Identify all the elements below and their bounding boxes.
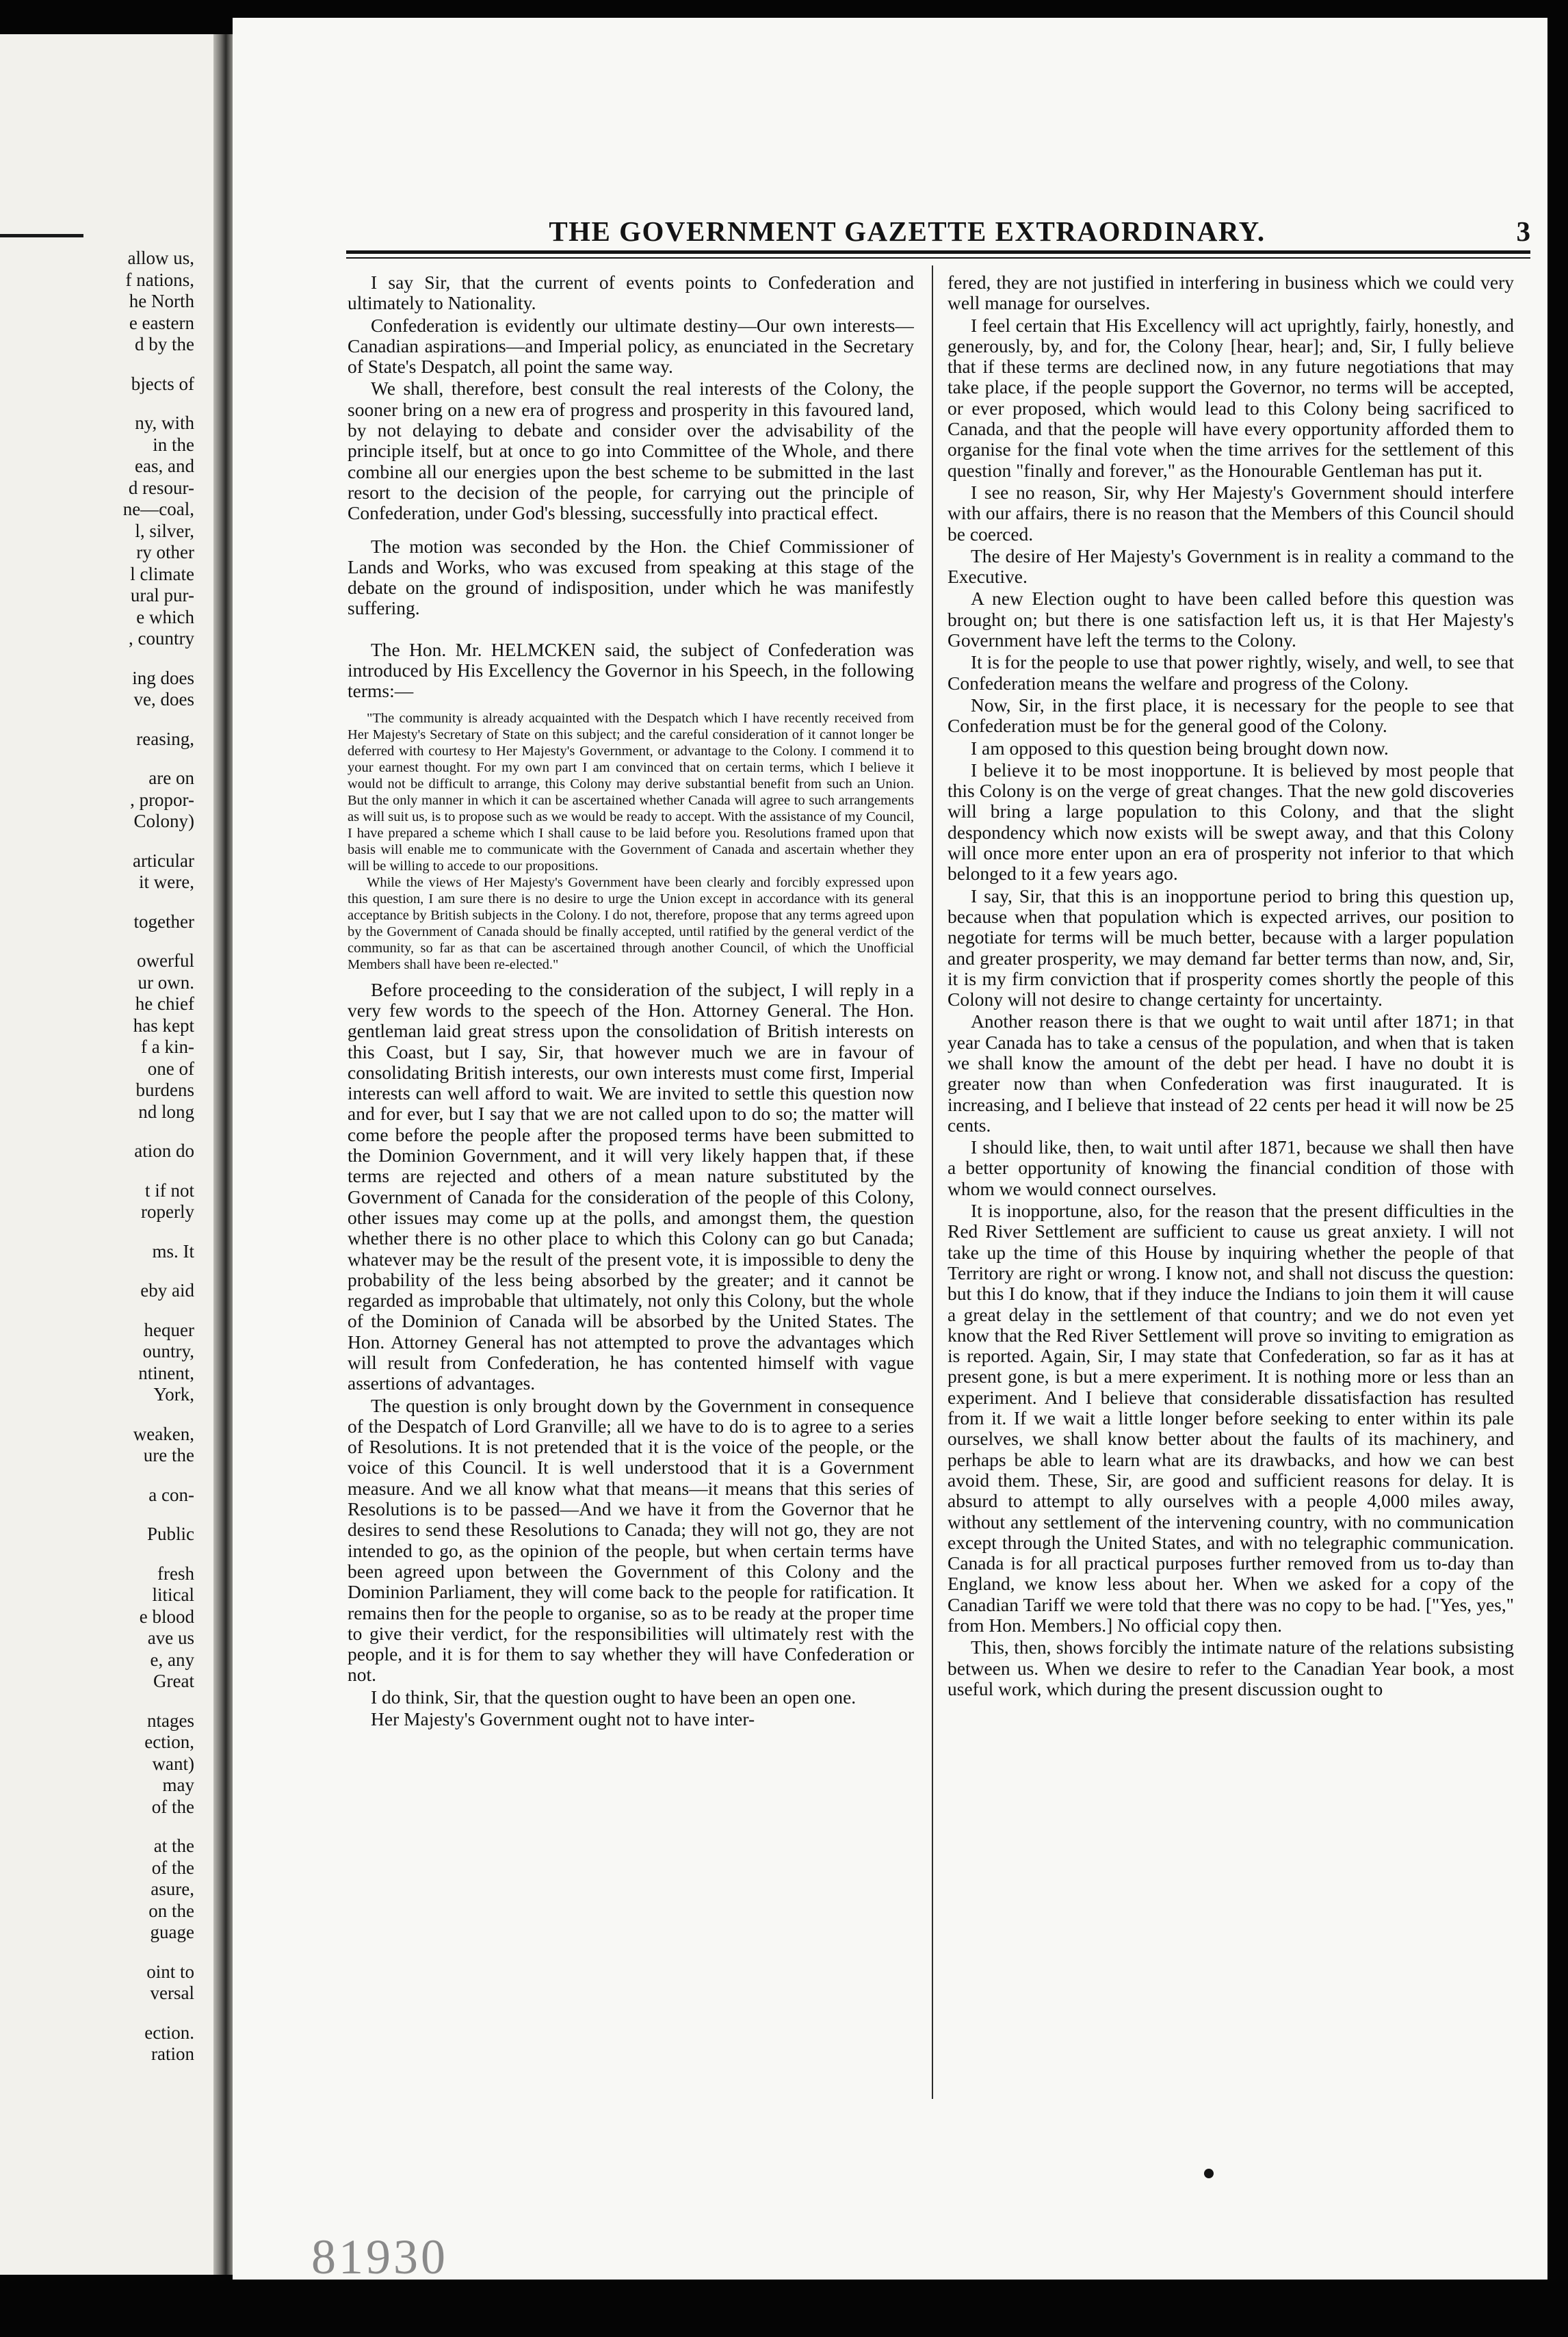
previous-page-line: [0, 1545, 194, 1563]
previous-page-line: weaken,: [133, 1423, 194, 1444]
previous-page-line: ountry,: [142, 1341, 194, 1361]
previous-page-line: ave us: [147, 1628, 194, 1648]
previous-page-line: [0, 395, 194, 413]
previous-page-line: [0, 932, 194, 950]
previous-page-line: in the: [153, 434, 194, 455]
previous-page-line: ve, does: [133, 689, 194, 709]
previous-page-line: want): [152, 1753, 194, 1774]
previous-page-line: d resour-: [128, 477, 194, 498]
previous-page-line: burdens: [135, 1080, 194, 1100]
previous-page-line: e blood: [139, 1606, 194, 1627]
paragraph: Her Majesty's Government ought not to have inter-: [371, 1708, 755, 1730]
previous-page-line: [0, 356, 194, 374]
previous-page: [0, 34, 213, 2275]
previous-page-line: he North: [129, 291, 194, 311]
previous-page-line: ation do: [134, 1140, 194, 1161]
previous-page-line: roperly: [141, 1201, 194, 1222]
quote-paragraph: "The community is already acquainted with the Despatch which I have recently received from Her Majesty's Secretary of State on this subject; and the careful consideration of it cannot longer be deferred with courtesy to Her Majesty's Government, or advantage to the Colony. I commend it to your earnest thought. For my own part I am convinced that on certain terms, which I believe it would not be difficult to arrange, this Colony may derive substantial benefit from such an Union. But the only manner in which it can be ascertained whether Canada will agree to such arrangements as will suit us, is to propose such as we would be ready to accept. With the assistance of my Council, I have prepared a scheme which I shall cause to be laid before you. Resolutions framed upon that basis will enable me to communicate with the Government of Canada and ascertain whether they will be willing to accede to our propositions.: [348, 710, 914, 874]
paragraph: I should like, then, to wait until after 1871, because we shall then have a better opportunity of knowing the financial condition of those with whom we would connect ourselves.: [948, 1136, 1514, 1199]
previous-page-line: ur own.: [138, 971, 194, 993]
column-divider: [932, 265, 933, 2099]
previous-page-line: may: [162, 1775, 194, 1795]
paragraph: Before proceeding to the consideration of the subject, I will reply in a very few words to the speech of the Hon. Attorney General. The Hon. gentleman laid great stress upon the consolidation of British interests on this Coast, but I say, Sir, that however much we are in favour of consolidating British interests, our own interests must come first, Imperial interests can well afford to wait. We are invited to settle this question now and for ever, but I say that we are not called upon to do so; the matter will come before the people after the proposed terms have been submitted to the Dominion Government, and it will very likely happen that, if these terms are rejected and others of a mean nature substituted by the Government of Canada for the consideration of the people of this Colony, other issues may come up at the polls, and amongst them, the question whether there is no other place to which this Colony can go but Canada; whatever may be the result of the present vote, it is impossible to deny the probability of the less being absorbed by the greater; and it cannot be regarded as improbable that ultimately, not only this Colony, but the whole of the Dominion of Canada will be absorbed by the United States. The Hon. Attorney General has not attempted to prove the advantages which will result from Confederation, he has contented himself with vague assertions of advantages.: [348, 978, 914, 1394]
previous-page-line: [0, 1818, 194, 1836]
previous-page-line: reasing,: [136, 728, 194, 749]
previous-page-line: [0, 1262, 194, 1280]
gazette-title: THE GOVERNMENT GAZETTE EXTRAORDINARY.: [549, 216, 1266, 247]
paragraph: The motion was seconded by the Hon. the Chief Commissioner of Lands and Works, who was excused from speaking at this stage of the debate on the ground of indisposition, under which he was manifestly suffering.: [348, 535, 914, 619]
previous-page-line: [0, 1467, 194, 1485]
paragraph: It is for the people to use that power rightly, wisely, and well, to see that Confederation means the welfare and progress of the Colony.: [948, 651, 1514, 694]
previous-page-line: ntinent,: [138, 1362, 194, 1383]
previous-page-line: versal: [150, 1983, 194, 2003]
previous-page-text-fragment: [0, 248, 194, 2065]
previous-page-line: eby aid: [140, 1280, 194, 1301]
previous-page-line: bjects of: [131, 373, 194, 394]
previous-page-line: Colony): [133, 811, 194, 831]
previous-page-line: hequer: [144, 1319, 194, 1340]
paragraph: It is inopportune, also, for the reason that the present difficulties in the Red River Settlement are sufficient to cause us great anxiety. I will not take up the time of this House by inquiring whether the people of that Territory are right or wrong. I know not, and shall not discuss the question: but this I do know, that if they induce the Indians to join them it will cause a great delay in the settlement of that country; and we do not even yet know that the Red River Settlement will prove so inviting to emigration as is reported. Again, Sir, I may state that Confederation, so far as it has at present gone, is but a mere experiment. It is nothing more or less than an experiment. And I believe that considerable dissatisfaction has resulted from it. If we wait a little longer before seeking to enter within its pale ourselves, we shall know better about the faults of its machinery, and perhaps be able to learn what are its drawbacks, and how we can best avoid them. These, Sir, are good and sufficient reasons for delay. It is absurd to attempt to ally ourselves with a people 4,000 miles away, without any settlement of the intervening country, with no communication except through the United States, and with no telegraphic communication. Canada is for all practical purposes further removed from us to-day than England, we know less about her. When we asked for a copy of the Canadian Tariff we were told that there was no copy to be had. ["Yes, yes," from Hon. Members.] No official copy then.: [948, 1200, 1514, 1636]
previous-page-line: of the: [151, 1857, 194, 1878]
previous-page-line: [0, 1506, 194, 1524]
paragraph: I see no reason, Sir, why Her Majesty's Government should interfere with our affairs, there is no reason that the Members of this Council should be coerced.: [948, 481, 1514, 545]
previous-page-line: ection,: [144, 1732, 194, 1752]
previous-page-line: [0, 1693, 194, 1710]
previous-page-rule: [0, 234, 83, 237]
previous-page-line: , propor-: [130, 789, 194, 810]
previous-page-line: owerful: [137, 950, 194, 971]
previous-page-line: [0, 1123, 194, 1140]
previous-page-line: e which: [136, 606, 194, 627]
previous-page-line: l, silver,: [135, 520, 194, 541]
previous-page-line: ms. It: [152, 1240, 194, 1262]
paragraph: The question is only brought down by the Government in consequence of the Despatch of Lord Granville; all we have to do is to agree to a series of Resolutions. It is not pretended that it is the voice of the people, or the voice of this Council. It is well understood that it is a Government measure. And we all know what that means—it means that this series of Resolutions is to be passed—And we have it from the Governor that he desires to send these Resolutions to Canada; they will not go, they are not intended to go, as the opinion of the people, but when certain terms have been agreed upon between the Government of this Colony and the Dominion Parliament, they will come back to the people for ratification. It remains then for the people to organise, so as to be ready at the proper time to give their verdict, for the responsibilities will ultimately rest with the people, and it is for them to say whether they will have Confederation or not.: [348, 1394, 914, 1686]
paragraph: This, then, shows forcibly the intimate nature of the relations subsisting between us. When we desire to refer to the Canadian Year book, a most useful work, which during the present discussion ought to: [948, 1636, 1514, 1699]
ink-dot: [1204, 2169, 1214, 2178]
previous-page-line: allow us,: [127, 248, 194, 268]
paragraph: A new Election ought to have been called before this question was brought on; but there is one satisfaction left us, it is that Her Majesty's Government have left the terms to the Colony.: [948, 588, 1514, 651]
previous-page-line: articular: [133, 850, 194, 871]
right-column: [948, 272, 1514, 2106]
previous-page-line: ration: [151, 2044, 194, 2064]
previous-page-line: t if not: [145, 1179, 194, 1201]
previous-page-line: f nations,: [125, 269, 194, 290]
previous-page-line: ure the: [143, 1445, 194, 1465]
previous-page-line: Public: [146, 1524, 194, 1544]
paragraph: I do think, Sir, that the question ought to have been an open one.: [371, 1686, 857, 1708]
previous-page-line: on the: [148, 1900, 194, 1921]
previous-page-line: oint to: [146, 1961, 194, 1982]
previous-page-line: [0, 1944, 194, 1961]
paragraph: Now, Sir, in the first place, it is necessary for the people to see that Confederation must be for the general good of the Colony.: [948, 694, 1514, 737]
previous-page-line: [0, 650, 194, 668]
governor-speech-quote: [348, 710, 914, 973]
previous-page-line: [0, 833, 194, 850]
paragraph: I believe it to be most inopportune. It is believed by most people that this Colony is on the verge of great changes. That the new gold discoveries will bring a large population to this Colony, and that the slight despondency which now exists will be swept away, and that this Colony will once more enter upon an era of prosperity not inferior to that which belonged to it a few years ago.: [948, 759, 1514, 885]
paragraph: I say Sir, that the current of events points to Confederation and ultimately to Nationality.: [348, 272, 914, 314]
page-number: 3: [1516, 216, 1530, 247]
previous-page-line: York,: [153, 1384, 194, 1405]
previous-page-line: guage: [150, 1922, 194, 1942]
previous-page-line: fresh: [157, 1563, 194, 1584]
book-gutter: [213, 34, 233, 2275]
previous-page-line: d by the: [135, 334, 194, 354]
previous-page-line: one of: [147, 1058, 194, 1079]
previous-page-line: ny, with: [135, 413, 194, 433]
paragraph: Another reason there is that we ought to wait until after 1871; in that year Canada has to take a census of the population, and when that is taken we shall know the amount of the debt per head. I have no doubt it is greater now than when Confederation was first inaugurated. It is increasing, and I believe that instead of 22 cents per head it will now be 25 cents.: [948, 1010, 1514, 1136]
paragraph: We shall, therefore, best consult the real interests of the Colony, the sooner bring on a new era of progress and prosperity in this favoured land, by not delaying to debate and consider over the advisability of the principle itself, but at once to go into Committee of the Whole, and there combine all our energies upon the best scheme to be submitted in the last resort to the decision of the people, for carrying out the principle of Confederation, under God's blessing, successfully into practical effect.: [348, 378, 914, 524]
previous-page-line: [0, 1223, 194, 1241]
previous-page-line: has kept: [133, 1015, 194, 1036]
previous-page-line: [0, 1162, 194, 1180]
header-rule-thin: [346, 257, 1530, 259]
paragraph: Confederation is evidently our ultimate destiny—Our own interests—Canadian aspirations—and Imperial policy, as enunciated in the Secretary of State's Despatch, all point the same way.: [348, 314, 914, 378]
previous-page-line: nd long: [138, 1101, 194, 1122]
previous-page-line: l climate: [130, 563, 194, 584]
paragraph: I say, Sir, that this is an inopportune period to bring this question up, because when that population which is expected arrives, our position to negotiate for terms will be much better, because with a larger population and greater prosperity, we may demand far better terms than now, and, Sir, it is my firm conviction that if prosperity comes shortly the people of this Colony will not desire to change certainty for uncertainty.: [948, 885, 1514, 1010]
previous-page-line: eas, and: [135, 456, 194, 476]
gazette-page: [233, 18, 1547, 2284]
previous-page-line: [0, 711, 194, 729]
previous-page-line: , country: [129, 628, 194, 649]
paragraph: The desire of Her Majesty's Government is in reality a command to the Executive.: [948, 545, 1514, 588]
paragraph: fered, they are not justified in interfering in business which we could very well manage for ourselves.: [948, 272, 1514, 314]
previous-page-line: it were,: [139, 872, 194, 892]
previous-page-line: together: [133, 911, 194, 932]
paragraph: The Hon. Mr. HELMCKEN said, the subject of Confederation was introduced by His Excellency the Governor in his Speech, in the following terms:—: [348, 638, 914, 702]
left-column: [348, 272, 914, 2106]
previous-page-line: litical: [152, 1584, 194, 1605]
previous-page-line: Great: [153, 1671, 194, 1691]
previous-page-line: e eastern: [129, 312, 194, 333]
header-rule-thick: [346, 250, 1530, 254]
previous-page-line: ection.: [144, 2022, 194, 2043]
previous-page-line: ry other: [136, 542, 194, 562]
archive-stamp-number: 81930: [311, 2230, 448, 2284]
previous-page-line: a con-: [148, 1484, 194, 1505]
previous-page-line: f a kin-: [141, 1036, 194, 1057]
previous-page-line: at the: [153, 1836, 194, 1856]
paragraph: I feel certain that His Excellency will act uprightly, fairly, honestly, and generously, by, and for, the Colony [hear, hear]; and, Sir, I fully believe that if these terms are declined now, in any future negotiations that may take place, if the people support the Governor, no terms will be accepted, or ever proposed, which would lead to this Colony being sacrificed to Canada, and that the people will have every opportunity afforded them to organise for the final vote when the time arrives for the settlement of this question "finally and forever," as the Honourable Gentleman has put it.: [948, 314, 1514, 481]
previous-page-line: [0, 2005, 194, 2022]
previous-page-line: ural pur-: [130, 585, 194, 605]
previous-page-line: [0, 893, 194, 911]
previous-page-line: asure,: [151, 1879, 194, 1899]
scan-border: [1547, 0, 1568, 2337]
previous-page-line: ing does: [132, 667, 194, 688]
previous-page-line: [0, 1406, 194, 1424]
previous-page-line: [0, 1302, 194, 1320]
previous-page-line: he chief: [135, 993, 194, 1014]
previous-page-line: e, any: [150, 1649, 194, 1670]
page-header: [346, 211, 1530, 245]
previous-page-line: are on: [148, 768, 194, 788]
previous-page-line: [0, 750, 194, 768]
previous-page-line: of the: [151, 1796, 194, 1817]
quote-paragraph: While the views of Her Majesty's Government have been clearly and forcibly expressed upon this question, I am sure there is no desire to urge the Union except in accordance with its general acceptance by British subjects in the Colony. I do not, therefore, propose that any terms agreed upon by the Government of Canada should be finally accepted, until ratified by the general verdict of the community, so far as that can be ascertained through another Council, of which the Unofficial Members shall have been re-elected.": [348, 874, 914, 972]
paragraph: I am opposed to this question being brought down now.: [971, 737, 1389, 759]
previous-page-line: ne—coal,: [122, 499, 194, 519]
previous-page-line: ntages: [147, 1710, 194, 1731]
